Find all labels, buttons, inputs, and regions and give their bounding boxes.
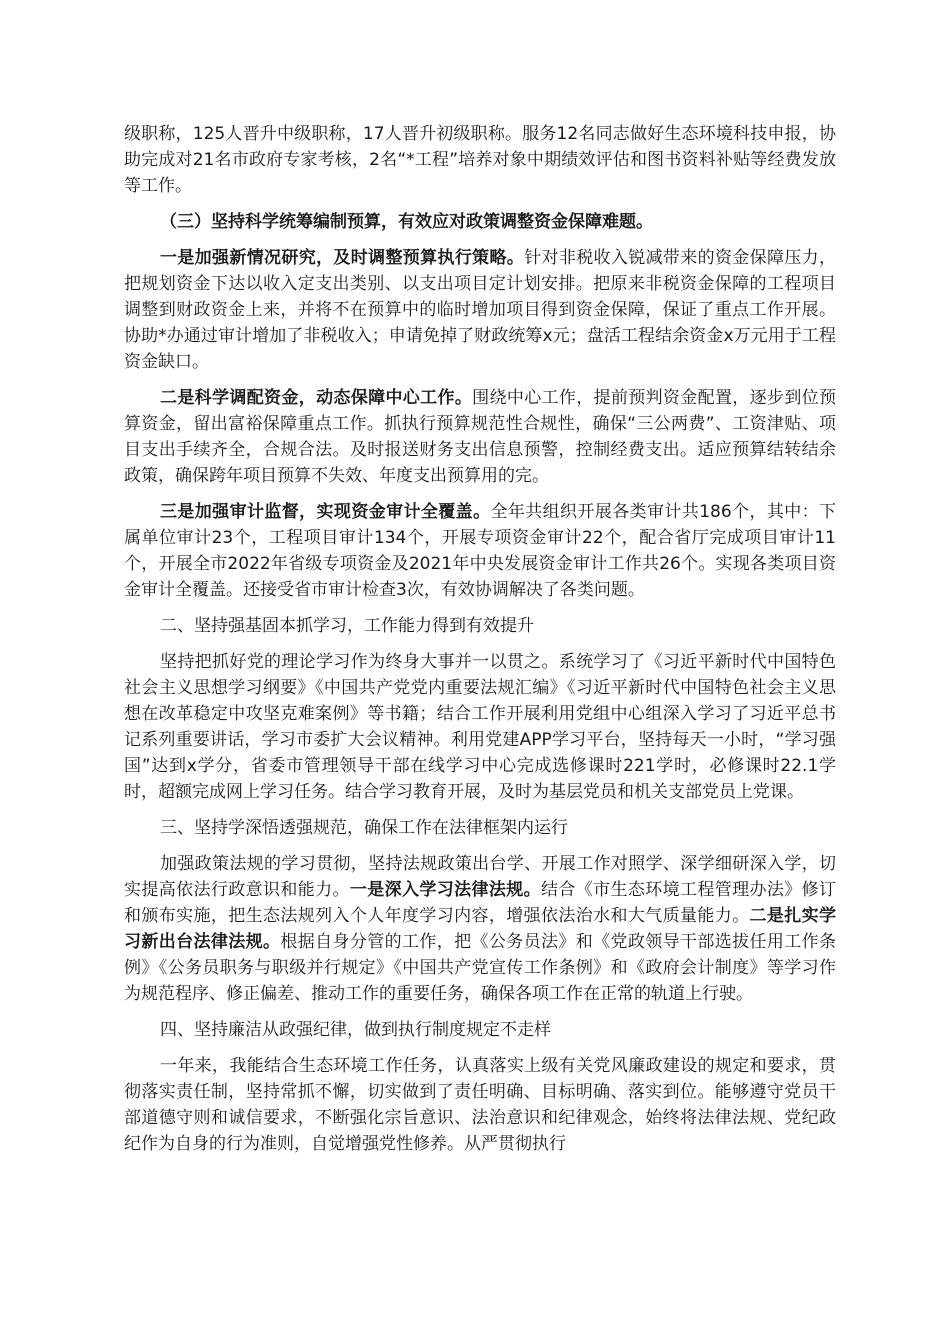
section-heading-integrity: 四、坚持廉洁从政强纪律，做到执行制度规定不走样 — [160, 1020, 551, 1040]
paragraph-integrity: 一年来，我能结合生态环境工作任务，认真落实上级有关党风廉政建设的规定和要求，贯彻落实责任制，坚持常抓不懈，切实做到了责任明确、目标明确、落实到位。能够遵守党员干部道德守则和诚信要求，不断强化宗旨意识、法治意识和纪律观念，始终将法律法规、党纪政纪作为自身的行为准则，自觉增强党性修养。从严贯彻执行 — [124, 1056, 836, 1154]
paragraph-body: 针对非税收入锐减带来的资金保障压力，把规划资金下达以收入定支出类别、以支出项目定计划安排。把原来非税资金保障的工程项目调整到财政资金上来，并将不在预算中的临时增加项目得到资金保障，保证了重点工作开展。协助*办通过审计增加了非税收入；申请免掉了财政统筹x元；盘活工程结余资金x万元用于工程资金缺口。 — [124, 248, 837, 372]
paragraph-body: 全年共组织开展各类审计共186个，其中：下属单位审计23个，工程项目审计134个，开展专项资金审计22个，配合省厅完成项目审计11个，开展全市2022年省级专项资金及2021年中央发展资金审计工作共26个。实现各类项目资金审计全覆盖。还接受省市审计检查3次，有效协调解决了各类问题。 — [124, 502, 837, 600]
lead-phrase: 三是加强审计监督，实现资金审计全覆盖。 — [160, 502, 491, 522]
paragraph-professional-titles: 级职称，125人晋升中级职称，17人晋升初级职称。服务12名同志做好生态环境科技申报，协助完成对21名市政府专家考核，2名“*工程”培养对象中期绩效评估和图书资料补贴等经费发放等工作。 — [124, 124, 836, 196]
lead-phrase: 二是科学调配资金，动态保障中心工作。 — [160, 388, 473, 408]
lead-phrase: 二是扎实学习新出台法律法规。 — [124, 906, 836, 952]
document-page — [124, 121, 836, 1157]
paragraph-fund-allocation — [124, 385, 836, 489]
paragraph-law-study — [124, 851, 836, 1007]
section-heading-study: 二、坚持强基固本抓学习，工作能力得到有效提升 — [160, 616, 534, 636]
section-heading-regulations: 三、坚持学深悟透强规范，确保工作在法律框架内运行 — [160, 818, 568, 838]
paragraph-budget-research — [124, 245, 836, 375]
paragraph-body: 根据自身分管的工作，把《公务员法》和《党政领导干部选拔任用工作条例》《公务员职务与职级并行规定》《中国共产党宣传工作条例》和《政府会计制度》等学习作为规范程序、修正偏差、推动工作的重要任务，确保各项工作在正常的轨道上行驶。 — [124, 932, 836, 1004]
lead-phrase: 一是加强新情况研究，及时调整预算执行策略。 — [160, 248, 525, 268]
lead-phrase: 一是深入学习法律法规。 — [349, 880, 541, 900]
paragraph-theory-study: 坚持把抓好党的理论学习作为终身大事并一以贯之。系统学习了《习近平新时代中国特色社会主义思想学习纲要》《中国共产党党内重要法规汇编》《习近平新时代中国特色社会主义思想在改革稳定中攻坚克难案例》等书籍；结合工作开展利用党组中心组深入学习了习近平总书记系列重要讲话，学习市委扩大会议精神。利用党建APP学习平台，坚持每天一小时，“学习强国”达到x学分，省委市管理领导干部在线学习中心完成选修课时221学时，必修课时22.1学时，超额完成网上学习任务。结合学习教育开展，及时为基层党员和机关支部党员上党课。 — [124, 652, 836, 802]
paragraph-audit-supervision — [124, 499, 836, 603]
paragraph-body: 围绕中心工作，提前预判资金配置，逐步到位预算资金，留出富裕保障重点工作。抓执行预算规范性合规性，确保“三公两费”、工资津贴、项目支出手续齐全，合规合法。及时报送财务支出信息预警，控制经费支出。适应预算结转结余政策，确保跨年项目预算不失效、年度支出预算用的完。 — [124, 388, 837, 486]
paragraph-body: 加强政策法规的学习贯彻，坚持法规政策出台学、开展工作对照学、深学细研深入学，切实提高依法行政意识和能力。 — [124, 854, 836, 900]
paragraph-body: 结合《市生态环境工程管理办法》修订和颁布实施，把生态法规列入个人年度学习内容，增强依法治水和大气质量能力。 — [124, 880, 836, 926]
section-heading-budget: （三）坚持科学统筹编制预算，有效应对政策调整资金保障难题。 — [160, 212, 653, 232]
